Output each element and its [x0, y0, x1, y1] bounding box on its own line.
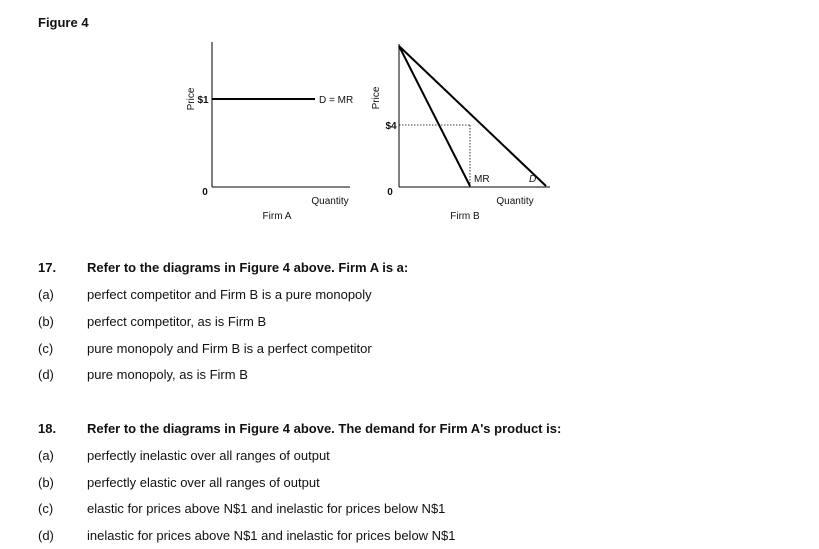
firm-b-demand-curve	[399, 46, 546, 186]
option-label: (b)	[38, 475, 54, 490]
option-label: (c)	[38, 341, 54, 356]
firm-b-mr-label: MR	[474, 174, 490, 185]
option-text: perfectly elastic over all ranges of output	[87, 475, 320, 490]
firm-b-price-axis-label: Price	[371, 86, 382, 110]
firm-a-caption: Firm A	[262, 211, 292, 222]
option-label: (d)	[38, 367, 54, 382]
figure-title: Figure 4	[38, 15, 89, 30]
firm-b-mr-curve	[399, 46, 470, 186]
option-text: elastic for prices above N$1 and inelastic for prices below N$1	[87, 501, 446, 516]
option-text: inelastic for prices above N$1 and inelastic for prices below N$1	[87, 528, 456, 543]
firm-a-price-axis-label: Price	[186, 87, 197, 111]
firm-b-x-axis-label: Quantity	[496, 196, 534, 207]
option-text: pure monopoly, as is Firm B	[87, 367, 248, 382]
firm-a-diagram	[186, 42, 353, 222]
question-text: Refer to the diagrams in Figure 4 above. Firm A is a:	[87, 260, 409, 275]
firm-b-d-label: D	[529, 174, 537, 185]
firm-b-price-value: $4	[385, 121, 397, 132]
figure-4-diagrams	[0, 0, 819, 240]
option-label: (b)	[38, 314, 54, 329]
option-label: (a)	[38, 448, 54, 463]
firm-b-origin: 0	[387, 187, 393, 198]
option-text: pure monopoly and Firm B is a perfect competitor	[87, 341, 372, 356]
firm-a-origin: 0	[202, 187, 208, 198]
firm-a-curve-label: D = MR	[319, 95, 354, 106]
option-text: perfect competitor, as is Firm B	[87, 314, 267, 329]
firm-a-x-axis-label: Quantity	[311, 196, 349, 207]
firm-a-price-value: $1	[197, 95, 209, 106]
firm-b-diagram	[371, 44, 550, 222]
option-text: perfect competitor and Firm B is a pure monopoly	[87, 287, 372, 302]
option-label: (a)	[38, 287, 54, 302]
option-text: perfectly inelastic over all ranges of output	[87, 448, 330, 463]
question-number: 17.	[38, 260, 57, 275]
question-number: 18.	[38, 421, 57, 436]
option-label: (c)	[38, 501, 54, 516]
option-label: (d)	[38, 528, 54, 543]
question-text: Refer to the diagrams in Figure 4 above. The demand for Firm A's product is:	[87, 421, 562, 436]
firm-b-caption: Firm B	[450, 211, 480, 222]
